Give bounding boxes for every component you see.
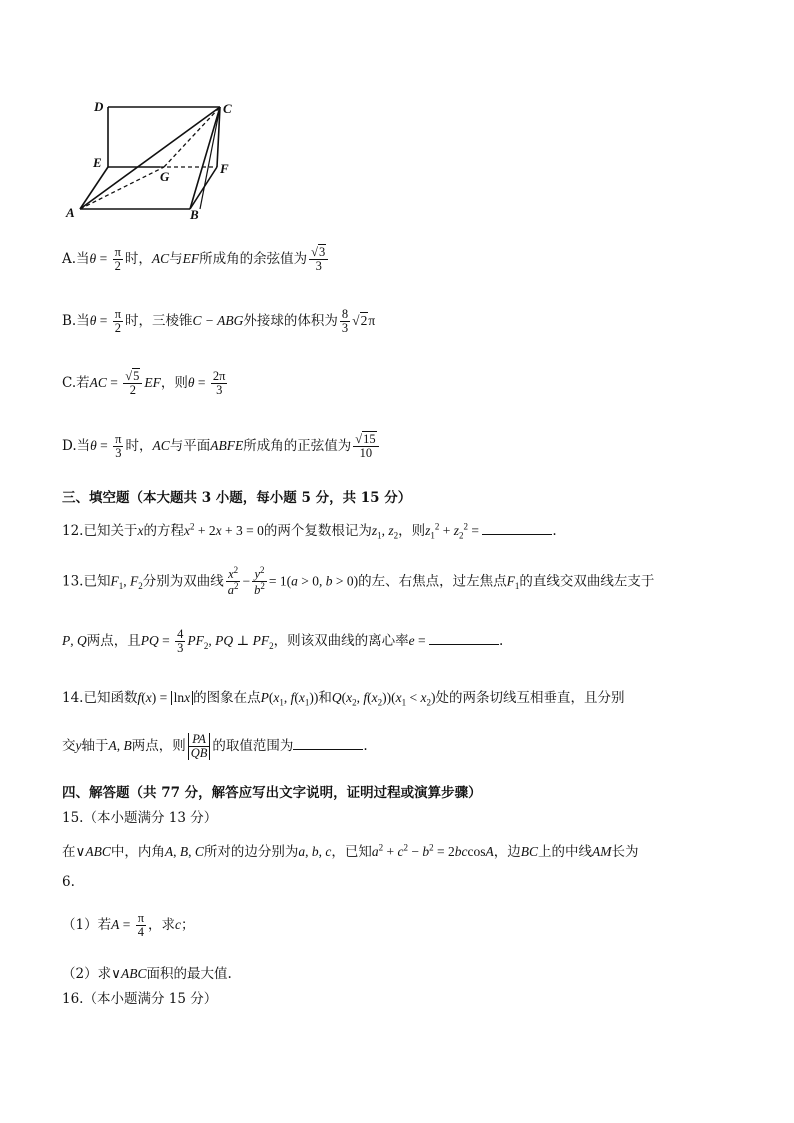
label-F: F	[220, 161, 229, 176]
option-a: A.当θ = $\frac{\pi}{2}$ 时，AC与EF所成角的余弦值为 $\frac{√3}{3}$	[62, 246, 330, 273]
answer-blank-13[interactable]	[429, 632, 499, 645]
label-G: G	[160, 169, 170, 184]
question-15-part-2: （2）求∨ABC面积的最大值.	[62, 966, 232, 982]
answer-blank-12[interactable]	[482, 522, 552, 535]
answer-blank-14[interactable]	[293, 737, 363, 750]
option-b: B.当θ = $\frac{\pi}{2}$ 时，三棱锥C − ABG外接球的体积为 $\frac{8}{3}$ √2π	[62, 307, 376, 336]
question-15-header: 15.（本小题满分 13 分）	[62, 810, 218, 826]
question-15-part-1: （1）若A = $\frac{\pi}{4}$ ，求c；	[62, 911, 195, 940]
question-12: 12.已知关于x的方程$x^2 + 2x + 3 = 0$的两个复数根记为$z_1$, $z_2$，则$z_1^2 + z_2^2$ = .	[62, 521, 557, 541]
label-B: B	[190, 207, 199, 222]
question-14-line-1: 14.已知函数f(x) = lnx 的图象在点$P(x_1$, $f(x_1)$)和$Q(x_2$, $f(x_2))(x_1 < x_2)$处的两条切线互相垂直，且分别	[62, 690, 625, 708]
label-A: A	[66, 205, 75, 220]
section-3-title: 三、填空题（本大题共 3 小题，每小题 5 分，共 15 分）	[62, 490, 412, 506]
question-13-line-1: 13.已知$F_1$, $F_2$分别为双曲线 $\frac{x^2}{a^2}$ − $\frac{y^2}{b^2}$ = 1(a > 0, b > 0)的左、右焦点，过左焦点$F_1$的直线交双曲线左支于	[62, 565, 655, 598]
option-c: C.若AC = $\frac{√5}{2}$ EF，则θ = $\frac{2\pi}{3}$	[62, 369, 226, 398]
label-E: E	[93, 155, 102, 170]
option-d: D.当θ = $\frac{\pi}{3}$ 时，AC与平面ABFE所成角的正弦值为 $\frac{√15}{10}$	[62, 433, 381, 460]
question-15-line-2: 6.	[62, 874, 75, 890]
question-15-line-1: 在∨ABC中，内角A, B, C所对的边分别为a, b, c，已知$a^2 + c^2 - b^2 = 2bccosA$，边BC上的中线AM长为	[62, 842, 639, 860]
question-13-line-2: P, Q两点，且PQ = $\frac{4}{3}$ $PF_2$, PQ ⊥ $PF_2$，则该双曲线的离心率e = .	[62, 627, 504, 656]
question-16-header: 16.（本小题满分 15 分）	[62, 991, 218, 1007]
label-D: D	[94, 99, 104, 114]
question-14-line-2: 交y轴于A, B两点，则 $\frac{PA}{QB}$ 的取值范围为 .	[62, 732, 368, 761]
section-4-title: 四、解答题（共 77 分，解答应写出文字说明，证明过程或演算步骤）	[62, 785, 482, 801]
geometry-figure	[60, 95, 240, 225]
label-C: C	[223, 101, 232, 116]
